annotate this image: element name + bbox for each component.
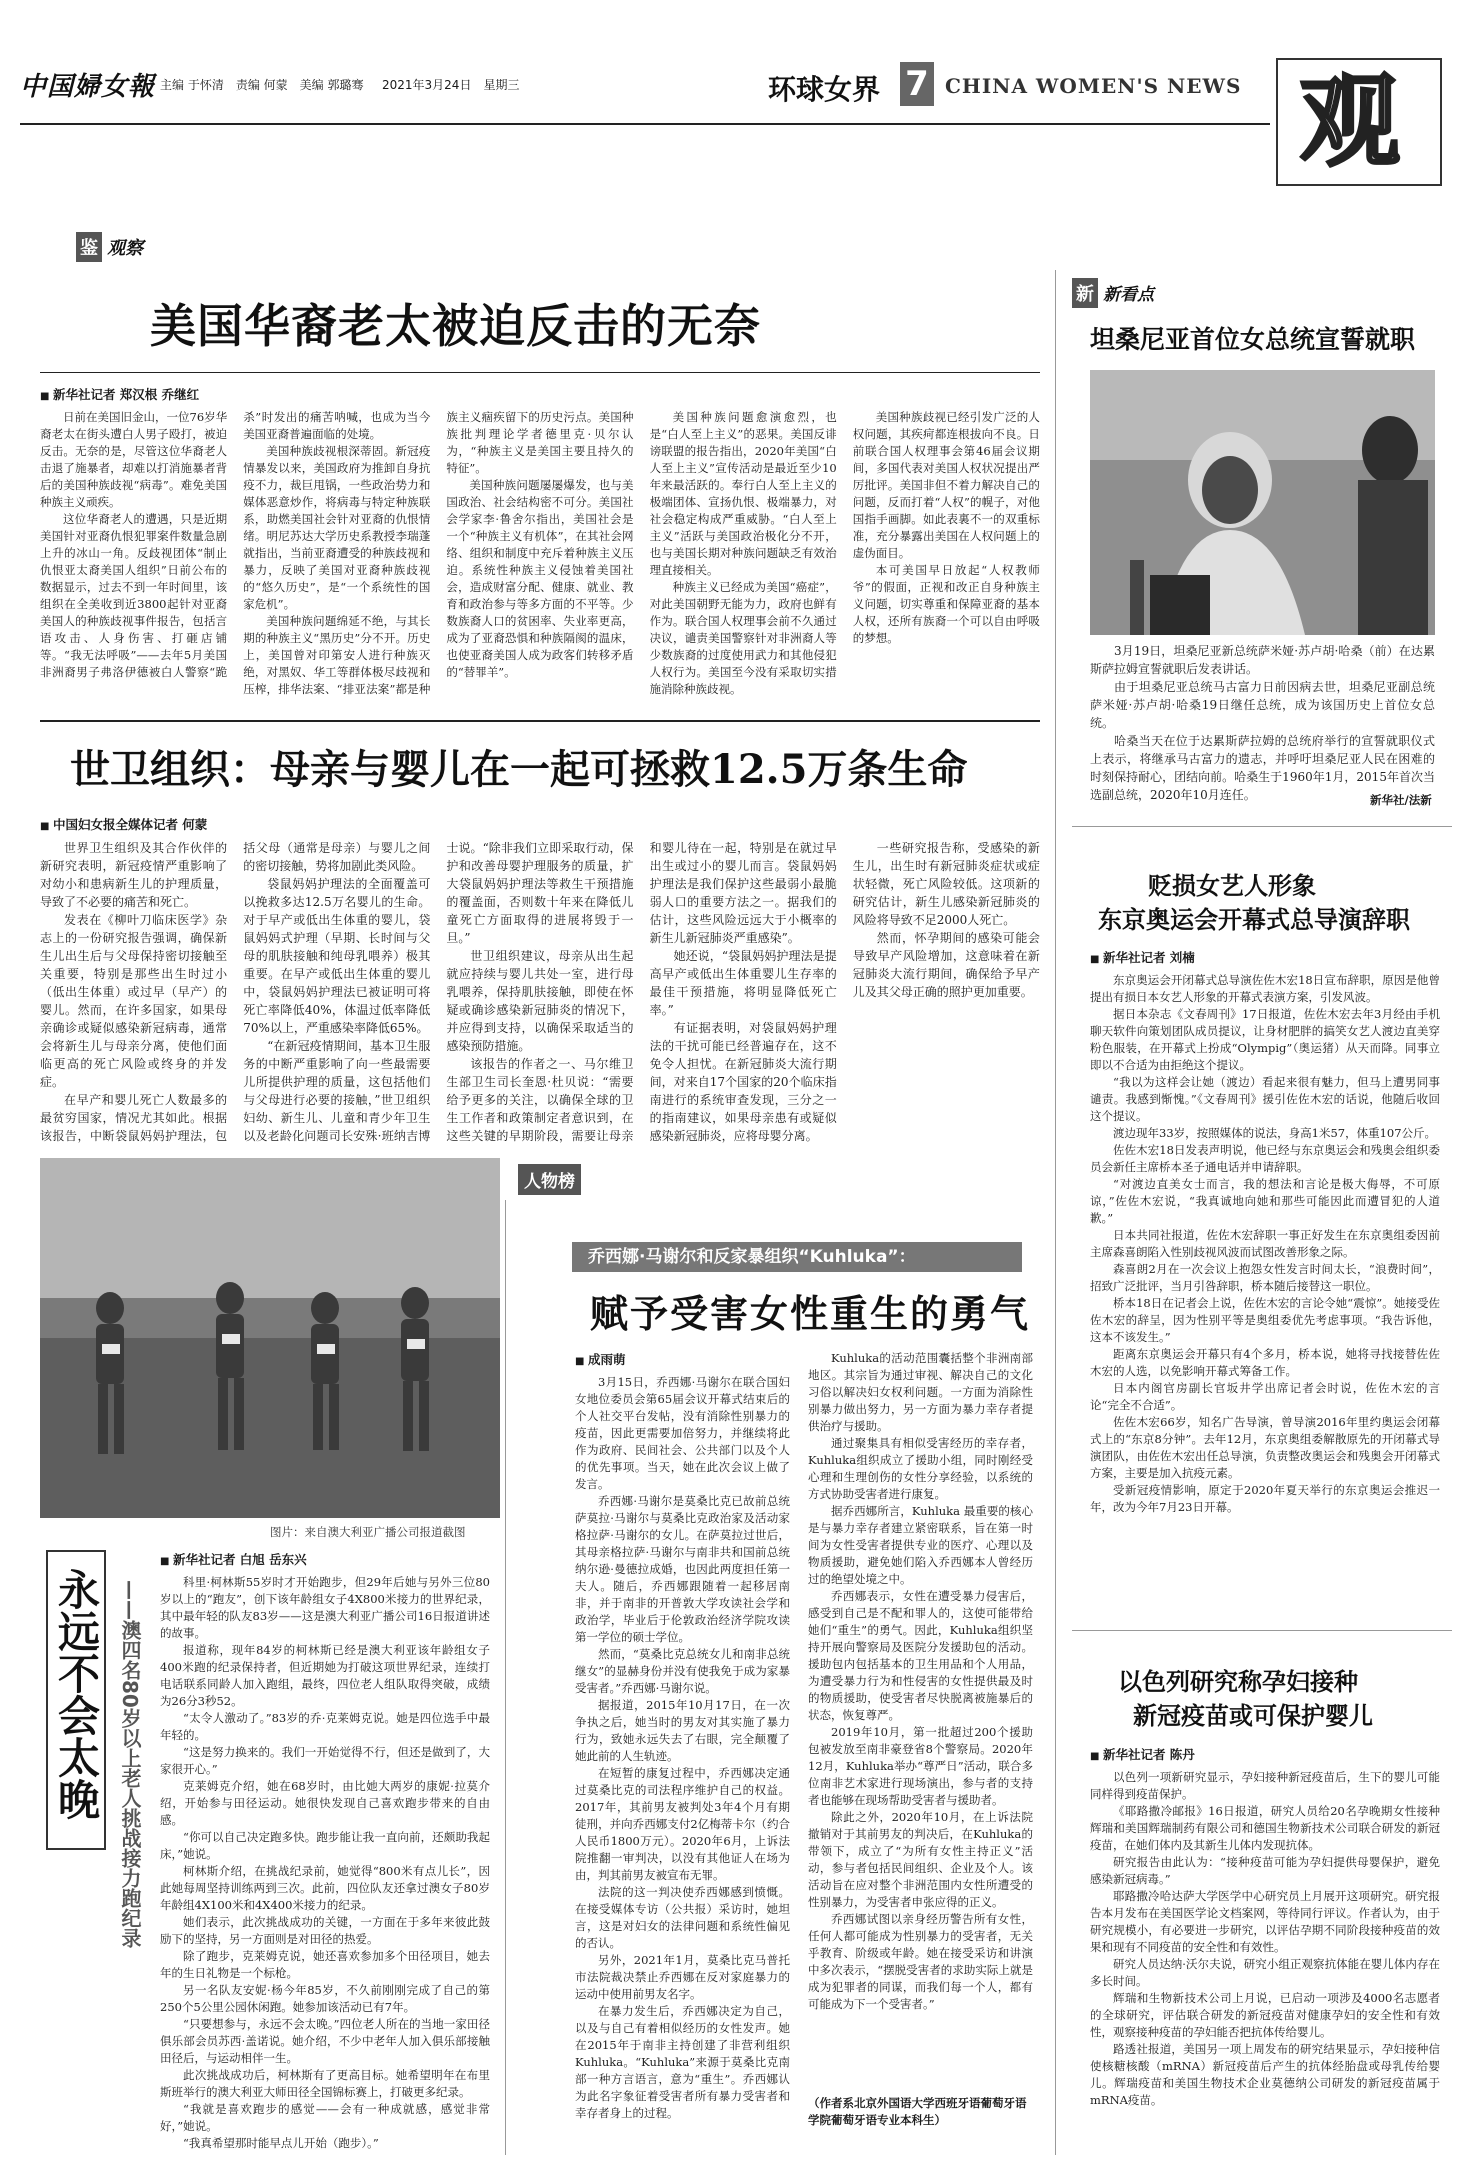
header-rule <box>20 123 1270 125</box>
side3-paragraph: 路透社报道，美国另一项上周发布的研究结果显示，孕妇接种信使核糖核酸（mRNA）新冠疫苗后产生的抗体经胎盘或母乳传给婴儿。辉瑞疫苗和美国生物技术企业莫德纳公司研发的新冠疫苗属于mRNA疫苗。 <box>1090 2042 1440 2107</box>
side2-text <box>1090 972 1440 1517</box>
article1-paragraph: 日前在美国旧金山，一位76岁华裔老太在街头遭白人男子殴打，被迫反击。无奈的是，尽管这位华裔老人击退了施暴者，却难以打消施暴者背后的美国种族歧视“病毒”。难免美国种族主义顽疾。 <box>40 410 228 509</box>
side2-top-rule <box>1072 826 1452 827</box>
section-title: 环球女界 <box>768 73 881 106</box>
side2-byline: ■ 新华社记者 刘楠 <box>1090 948 1440 966</box>
article3-paragraph: 除了跑步，克莱姆克说，她还喜欢参加多个田径项目，她去年的生日礼物是一个标枪。 <box>160 1949 490 1980</box>
article4-paragraph: 另外，2021年1月，莫桑比克马普托市法院裁决禁止乔西娜在反对家庭暴力的运动中使用前男友名字。 <box>575 1953 790 2001</box>
article2-paragraph: 该报告的作者之一、马尔维卫生部卫生司长奎恩·杜贝说：“需要给予更多的关注，以确保全球的卫生工作者和政策制定者意识到，在这些关键的早期阶段，需要让母亲和婴儿待在一起，特别是在就过早出生或过小的婴儿而言。袋鼠妈妈护理法是我们保护这些最弱小最脆弱人口的重要方法之一。据我们的估计，这些风险远远大于小概率的新生儿新冠肺炎严重感染”。 <box>446 841 837 1143</box>
side3-paragraph: 研究人员达纳·沃尔夫说，研究小组正观察抗体能在婴儿体内存在多长时间。 <box>1090 1957 1440 1988</box>
side3-paragraph: 研究报告由此认为：“接种疫苗可能为孕妇提供母婴保护，避免感染新冠病毒。” <box>1090 1855 1440 1886</box>
observation-tag-box: 鉴 <box>76 232 102 262</box>
article4-text-right <box>808 1350 1033 2085</box>
article4-author-note: （作者系北京外国语大学西班牙语葡萄牙语学院葡萄牙语专业本科生） <box>808 2096 1027 2127</box>
article4-paragraph: 法院的这一判决使乔西娜感到愤慨。在接受媒体专访（公共报）采访时，她坦言，这是对妇女的法律问题和系统性偏见的否认。 <box>575 1885 790 1950</box>
article3-paragraph: 此次挑战成功后，柯林斯有了更高目标。她希望明年在布里斯班举行的澳大利亚大师田径全国锦标赛上，打破更多纪录。 <box>160 2068 490 2099</box>
article3-divider <box>505 1200 506 2155</box>
article1-paragraph: 种族主义已经成为美国“癌症”，对此美国朝野无能为力，政府也鲜有作为。联合国人权理事会前不久通过决议，谴责美国警察针对非洲裔人等少数族裔的过度使用武力和其他侵犯人权行为。美国至今没有采取切实措施消除种族歧视。 <box>649 580 837 696</box>
article3-paragraph: 报道称，现年84岁的柯林斯已经是澳大利亚该年龄组女子400米跑的纪录保持者，但近期她为打破这项世界纪录，连续打电话联系同龄人加入跑组，最终，四位老人组队取得突破，成绩为26分3秒52。 <box>160 1643 490 1708</box>
article2-paragraph: “在新冠疫情期间，基本卫生服务的中断严重影响了向一些最需要儿所提供护理的质量，这包括他们与父母进行必要的接触，”世卫组织妇幼、新生儿、儿童和青少年卫生以及老龄化问题司长安殊·班纳吉博士说。“除非我们立即采取行动，保护和改善母婴护理服务的质量，扩大袋鼠妈妈护理法等救生干预措施的覆盖面，否则数十年来在降低儿童死亡方面取得的进展将毁于一旦。” <box>243 841 634 1143</box>
article3-title: 永远不会太晚 <box>52 1568 101 1820</box>
side2-paragraph: 距离东京奥运会开幕只有4个多月，桥本说，她将寻找接替佐佐木宏的人选，以免影响开幕式筹备工作。 <box>1090 1347 1440 1378</box>
article3-paragraph: 柯林斯介绍，在挑战纪录前，她觉得“800米有点儿长”，因此她每周坚持训练两到三次。此前，四位队友还拿过澳女子80岁年龄组4X100米和4X400米接力的纪录。 <box>160 1864 490 1912</box>
article2-top-rule <box>40 720 1040 722</box>
article4-paragraph: 在暴力发生后，乔西娜决定为自己，以及与自己有着相似经历的女性发声。她在2015年于南非主持创建了非营利组织Kuhluka。“Kuhluka”来源于莫桑比克南部一种方言语言，意为“重生”。乔西娜认为此名字象征着受害者所有暴力受害者和幸存者身上的过程。 <box>575 2004 790 2120</box>
president-illustration <box>1090 370 1435 635</box>
article2-paragraph: 袋鼠妈妈护理法的全面覆盖可以挽救多达12.5万名婴儿的生命。对于早产或低出生体重的婴儿，袋鼠妈妈式护理（早期、长时间与父母的肌肤接触和纯母乳喂养）极其重要。在早产或低出生体重的婴儿中，袋鼠妈妈护理法已被证明可将死亡率降低40%，体温过低率降低70%以上，严重感染率降低65%。 <box>243 877 431 1035</box>
article4-byline: ■ 成雨萌 <box>575 1350 790 1368</box>
article1-paragraph: 美国种族歧视已经引发广泛的人权问题，其疾疴都连根拔向不良。日前联合国人权理事会第46届会议期间，多国代表对美国人权状况提出严厉批评。美国非但不着力解决自己的问题，反而打着“人权”的幌子，对他国指手画脚。如此表裏不一的双重标准，充分暴露出美国在人权问题上的虚伪面目。 <box>852 410 1040 560</box>
article3-paragraph: 她们表示，此次挑战成功的关键，一方面在于多年来彼此鼓励下的坚持，另一方面则是对田径的热爱。 <box>160 1915 490 1946</box>
side1-caption-line: 哈桑当天在位于达累斯萨拉姆的总统府举行的宣誓就职仪式上表示，将继承马古富力的遗志，并呼吁坦桑尼亚人民在困难的时刻保持耐心，团结向前。哈桑生于1960年1月，2015年首次当选副总统，2020年10月连任。 <box>1090 734 1435 802</box>
article4-body-right <box>808 1350 1033 2155</box>
article3-paragraph: “我就是喜欢跑步的感觉——会有一种成就感，感觉非常好，”她说。 <box>160 2102 490 2133</box>
article1-byline: ■ 新华社记者 郑汉根 乔继红 <box>40 385 1040 403</box>
article2-paragraph: 世卫组织建议，母亲从出生起就应持续与婴儿共处一室，进行母乳喂养，保持肌肤接触，即使在怀疑或确诊感染新冠肺炎的情况下，并应得到支持，以确保采取适当的感染预防措施。 <box>446 949 634 1053</box>
article2-paragraph: 世界卫生组织及其合作伙伴的新研究表明，新冠疫情严重影响了对幼小和患病新生儿的护理质量，导致了不必要的痛苦和死亡。 <box>40 841 228 909</box>
masthead-logo: 中国婦女報 <box>20 72 156 102</box>
article2-paragraph: 她还说，“袋鼠妈妈护理法是提高早产或低出生体重婴儿生存率的最佳干预措施，将明显降低死亡率。” <box>649 949 837 1017</box>
profile-tag-label: 人物榜 <box>518 1164 581 1195</box>
article4-paragraph: 除此之外，2020年10月，在上诉法院撤销对于其前男友的判决后，在Kuhluka的带领下，成立了“为所有女性主持正义”活动，参与者包括民间组织、企业及个人。该活动旨在应对整个非洲范围内女性所遭受的性别暴力，为受害者申张应得的正义。 <box>808 1810 1033 1909</box>
article3-paragraph: “太令人激动了。”83岁的乔·克莱姆克说。她是四位选手中最年轻的。 <box>160 1711 490 1742</box>
side2-body <box>1090 948 1440 1523</box>
article4-paragraph: 然而，“莫桑比克总统女儿和南非总统继女”的显赫身份并没有使我免于成为家暴受害者。”乔西娜·马谢尔说。 <box>575 1647 790 1695</box>
side3-text <box>1090 1769 1440 2151</box>
article3-paragraph: “我真希望那时能早点儿开始（跑步）。” <box>183 2136 379 2150</box>
article4-kicker: 乔西娜·马谢尔和反家暴组织“Kuhluka”： <box>572 1242 1022 1272</box>
article2-byline: ■ 中国妇女报全媒体记者 何蒙 <box>40 815 1040 833</box>
article3-paragraph: “只要想参与，永远不会太晚。”四位老人所在的当地一家田径俱乐部会员苏西·盖诺说。她介绍，不少中老年人加入俱乐部接触田径后，与运动相伴一生。 <box>160 2017 490 2065</box>
article1-body <box>40 385 1040 710</box>
runners-photo <box>40 1158 500 1518</box>
president-photo <box>1090 370 1435 635</box>
article3-subtitle: ——澳四名80岁以上老人挑战接力跑纪录 <box>118 1580 142 1948</box>
profile-tag <box>518 1164 581 1195</box>
article2-paragraph: 发表在《柳叶刀临床医学》杂志上的一份研究报告强调，确保新生儿出生后与父母保持密切接触至关重要，特别是那些出生时过小（低出生体重）或过早（早产）的婴儿。然而，在许多国家，如果母亲确诊或疑似感染新冠病毒，通常会将新生儿与母亲分离，使他们面临更高的死亡风险或终身的并发症。 <box>40 913 228 1089</box>
article3-title-box <box>46 1550 106 1850</box>
article3-body <box>160 1550 490 2155</box>
article1-paragraph: 美国种族歧视根深蒂固。新冠疫情暴发以来，美国政府为推卸自身抗疫不力，裁巨甩锅，一些政治势力和媒体恶意炒作，将病毒与特定种族联系，助燃美国社会针对亚裔的仇恨情绪。明尼苏达大学历史系教授李瑞蓬就指出，当前亚裔遭受的种族歧视和暴力，反映了美国对亚裔种族歧视的“悠久历史”，是“一个系统性的国家危机”。 <box>243 444 431 611</box>
side3-title-line2: 新冠疫苗或可保护婴儿 <box>1133 1701 1373 1730</box>
article4-paragraph: 乔西娜试图以亲身经历警告所有女性，任何人都可能成为性别暴力的受害者，无关乎教育、阶级或年龄。她在接受采访和讲演中多次表示，“摆脱受害者的求助实际上就是成为犯罪者的同谋，而我们每一个人，都有可能成为下一个受害者。” <box>808 1912 1033 2011</box>
side2-paragraph: 受新冠疫情影响，原定于2020年夏天举行的东京奥运会推迟一年，改为今年7月23日开幕。 <box>1090 1483 1440 1514</box>
english-title: CHINA WOMEN'S NEWS <box>945 74 1242 98</box>
article4-text-left <box>575 1374 790 2144</box>
side2-paragraph: “我以为这样会让她（渡边）看起来很有魅力，但马上遭男同事谴责。我感到惭愧。”《文春周刊》援引佐佐木宏的话说，他随后收回这个提议。 <box>1090 1075 1440 1123</box>
side2-paragraph: 桥本18日在记者会上说，佐佐木宏的言论令她“震惊”。她接受佐佐木宏的辞呈，因为性别平等是奥组委优先考虑事项。“我告诉他，这本不该发生。” <box>1090 1296 1440 1344</box>
side1-credit: 新华社/法新 <box>1370 793 1432 807</box>
observation-tag-label: 观察 <box>107 238 144 259</box>
side2-paragraph: 东京奥运会开闭幕式总导演佐佐木宏18日宣布辞职，原因是他曾提出有损日本女艺人形象的开幕式表演方案，引发风波。 <box>1090 973 1440 1004</box>
article4-paragraph: Kuhluka的活动范围囊括整个非洲南部地区。其宗旨为通过审视、解决自己的文化习俗以解决妇女权利问题。一方面为消除性别暴力做出努力，另一方面为暴力幸存者提供治疗与援助。 <box>808 1351 1033 1433</box>
article2-paragraph: 一些研究报告称，受感染的新生儿，出生时有新冠肺炎症状或症状轻微，死亡风险较低。这项新的研究估计，新生儿感染新冠肺炎的风险将导致不足2000人死亡。 <box>852 841 1040 927</box>
section-glyph: 观 <box>1300 62 1400 180</box>
observation-tag <box>76 232 143 262</box>
side1-caption <box>1090 642 1435 804</box>
side3-body <box>1090 1745 1440 2155</box>
news-point-tag-box: 新 <box>1072 278 1098 308</box>
article1-paragraph: 这位华裔老人的遭遇，只是近期美国针对亚裔仇恨犯罪案件数量急剧上升的冰山一角。反歧视团体“制止仇恨亚太裔美国人组织”日前公布的数据显示，过去不到一年时间里，该组织在全美收到近3800起针对亚裔美国人的种族歧视事件报告，包括言语攻击、人身伤害、打砸店铺等。“我无法呼吸”——去年5月美国非洲裔男子弗洛伊德被白人警察“跪杀”时发出的痛苦呐喊，也成为当今美国亚裔普遍面临的处境。 <box>40 410 431 679</box>
side2-title-line2: 东京奥运会开幕式总导演辞职 <box>1098 905 1410 934</box>
article2-body <box>40 815 1040 1155</box>
article4-paragraph: 乔西娜·马谢尔是莫桑比克已故前总统萨莫拉·马谢尔与莫桑比克政治家及活动家格拉萨·马谢尔的女儿。在萨莫拉过世后，其母亲格拉萨·马谢尔与南非共和国前总统纳尔逊·曼德拉成婚，也因此两度担任第一夫人。随后，乔西娜跟随着一起移居南非，并于南非的开普敦大学攻读社会学和政治学，毕业后于伦敦政治经济学院攻读第一学位的硕士学位。 <box>575 1494 790 1644</box>
side2-paragraph: 森喜朗2月在一次会议上抱怨女性发言时间太长，“浪费时间”，招致广泛批评，当月引咎辞职，桥本随后接替这一职位。 <box>1090 1262 1440 1293</box>
side2-paragraph: “对渡边直美女士而言，我的想法和言论是极大侮辱，不可原谅，”佐佐木宏说，“我真诚地向她和那些可能因此而遭冒犯的人道歉。” <box>1090 1177 1440 1225</box>
side3-title-line1: 以色列研究称孕妇接种 <box>1118 1667 1358 1696</box>
side2-paragraph: 佐佐木宏66岁，知名广告导演，曾导演2016年里约奥运会闭幕式上的“东京8分钟”。去年12月，东京奥组委解散原先的开闭幕式导演团队，由佐佐木宏出任总导演，负责整改奥运会和残奥会开闭幕式方案，主要是加入抗疫元素。 <box>1090 1415 1440 1480</box>
side1-caption-line: 由于坦桑尼亚总统马古富力日前因病去世，坦桑尼亚副总统萨米娅·苏卢胡·哈桑19日继任总统，成为该国历史上首位女总统。 <box>1090 680 1435 730</box>
article4-paragraph: 2019年10月，第一批超过200个援助包被发放至南非豪登省8个警察局。2020年12月，Kuhluka举办“尊严日”活动，联合多位南非艺术家进行现场演出，参与者的支持者也能够在现场帮助受害者与援助者。 <box>808 1725 1033 1807</box>
article1-paragraph: 美国种族问题屡屡爆发，也与美国政治、社会结构密不可分。美国社会学家李·鲁舍尔指出，美国社会是一个“种族主义有机体”，在其社会网络、组织和制度中充斥着种族主义压迫。系统性种族主义侵蚀着美国社会，造成财富分配、健康、就业、教育和政治参与等多方面的不平等。少数族裔人口的贫困率、失业率更高，成为了亚裔恐惧和种族隔阂的温床，也使亚裔美国人成为政客们转移矛盾的“替罪羊”。 <box>446 478 634 679</box>
sidebar-divider <box>1055 270 1056 2155</box>
article2-title: 世卫组织：母亲与婴儿在一起可拯救12.5万条生命 <box>70 746 968 793</box>
issue-date: 2021年3月24日 星期三 <box>382 78 520 92</box>
runners-illustration <box>40 1158 500 1518</box>
news-point-tag <box>1072 278 1154 308</box>
article1-paragraph: 美国种族问题愈演愈烈，也是“白人至上主义”的恶果。美国反诽谤联盟的报告指出，2020年美国“白人至上主义”宣传活动是最近至少10年来最活跃的。奉行白人至上主义的极端团体、宣扬仇恨、极端暴力，对社会稳定构成严重威胁。“白人至上主义”活跃与美国政治极化分不开，也与美国长期对种族问题缺乏有效治理直接相关。 <box>649 410 837 577</box>
side2-paragraph: 据日本杂志《文春周刊》17日报道，佐佐木宏去年3月经由手机聊天软件向策划团队成员提议，让身材肥胖的搞笑女艺人渡边直美穿粉色服装，在开幕式上扮成“Olympig”（奥运猪）从天而降。同事立即以不合适为由拒绝这个提议。 <box>1090 1007 1440 1072</box>
side3-paragraph: 辉瑞和生物新技术公司上月说，已启动一项涉及4000名志愿者的全球研究，评估联合研发的新冠疫苗对健康孕妇的安全性和有效性，观察接种疫苗的孕妇能否把抗体传给婴儿。 <box>1090 1991 1440 2039</box>
article2-paragraph: 在早产和婴儿死亡人数最多的最贫穷国家，情况尤其如此。根据该报告，中断袋鼠妈妈护理法，包括父母（通常是母亲）与婴儿之间的密切接触，势将加剧此类风险。 <box>40 841 431 1143</box>
article4-paragraph: 3月15日，乔西娜·马谢尔在联合国妇女地位委员会第65届会议开幕式结束后的个人社交平台发帖，没有消除性别暴力的疫苗，因此更需要加倍努力，并继续将此作为政府、民间社会、公共部门以及个人的优先事项。当天，她在此次会议上做了发言。 <box>575 1375 790 1491</box>
article2-paragraph: 然而，怀孕期间的感染可能会导致早产风险增加，这意味着在新冠肺炎大流行期间，确保给予早产儿及其父母正确的照护更加重要。 <box>852 931 1040 999</box>
article3-paragraph: 科里·柯林斯55岁时才开始跑步，但29年后她与另外三位80岁以上的“跑友”，创下该年龄组女子4X800米接力的世界纪录，其中最年轻的队友83岁——这是澳大利亚广播公司16日报道讲述的故事。 <box>160 1575 490 1640</box>
article3-paragraph: 另一名队友安妮·杨今年85岁，不久前刚刚完成了自己的第250个5公里公园休闲跑。她参加该活动已有7年。 <box>160 1983 490 2014</box>
runners-photo-caption: 图片：来自澳大利亚广播公司报道截图 <box>270 1525 466 1539</box>
article4-paragraph: 在短暂的康复过程中，乔西娜决定通过莫桑比克的司法程序维护自己的权益。2017年，其前男友被判处3年4个月有期徒刑，并向乔西娜支付2亿梅蒂卡尔（约合人民币1800万元）。2020年6月，上诉法院推翻一审判决，以没有其他证人在场为由，判其前男友被宣布无罪。 <box>575 1766 790 1882</box>
article1-title-rule <box>40 372 1040 373</box>
article2-text <box>40 839 1040 1154</box>
side2-title-line1: 贬损女艺人形象 <box>1148 871 1316 900</box>
article3-text <box>160 1574 490 2154</box>
article3-paragraph: “你可以自己决定跑多快。跑步能让我一直向前，还颇助我起床，”她说。 <box>160 1830 490 1861</box>
article1-paragraph: 美国种族问题绵延不绝，与其长期的种族主义“黑历史”分不开。历史上，美国曾对印第安人进行种族灭绝，对黑奴、华工等群体极尽歧视和压榨，排华法案、“排亚法案”都是种族主义痼疾留下的历史污点。美国种族批判理论学者德里克·贝尔认为，“种族主义是美国主要且持久的特征”。 <box>243 410 634 696</box>
editors-line: 主编 于怀清 责编 何蒙 美编 郭璐骞 <box>160 78 364 92</box>
article1-title: 美国华裔老太被迫反击的无奈 <box>150 299 761 353</box>
side3-paragraph: 以色列一项新研究显示，孕妇接种新冠疫苗后，生下的婴儿可能同样得到疫苗保护。 <box>1090 1770 1440 1801</box>
side3-paragraph: 耶路撒冷哈达萨大学医学中心研究员上月展开这项研究。研究报告本月发布在美国医学论文档案网，等待同行评议。作者认为，由于研究规模小，有必要进一步研究，以评估孕期不同阶段接种疫苗的效果和现有不同疫苗的安全性和有效性。 <box>1090 1889 1440 1954</box>
article4-title: 赋予受害女性重生的勇气 <box>590 1291 1031 1336</box>
article3-paragraph: 克莱姆克介绍，她在68岁时，由比她大两岁的康妮·拉莫介绍，开始参与田径运动。她很快发现自己喜欢跑步带来的自由感。 <box>160 1779 490 1827</box>
masthead-bar <box>20 62 1460 112</box>
article1-text <box>40 409 1040 709</box>
section-glyph-box <box>1276 58 1442 186</box>
side3-top-rule <box>1072 1630 1452 1631</box>
article3-paragraph: “这是努力换来的。我们一开始觉得不行，但还是做到了，大家很开心。” <box>160 1745 490 1776</box>
side2-paragraph: 日本共同社报道，佐佐木宏辞职一事正好发生在东京奥组委因前主席森喜朗陷入性别歧视风波而试图改善形象之际。 <box>1090 1228 1440 1259</box>
side2-paragraph: 渡边现年33岁，按照媒体的说法，身高1米57，体重107公斤。 <box>1113 1126 1437 1140</box>
article4-paragraph: 乔西娜表示，女性在遭受暴力侵害后，感受到自己是不配和罪人的，这使可能带给她们“重生”的勇气。因此，Kuhluka组织坚持开展向警察局及医院分发援助包的活动。援助包内包括基本的卫生用品和个人用品，为遭受暴力行为和性侵害的女性提供最及时的物质援助，使受害者尽快脱离被施暴后的状态，恢复尊严。 <box>808 1589 1033 1722</box>
side3-paragraph: 《耶路撒冷邮报》16日报道，研究人员给20名孕晚期女性接种辉瑞和美国辉瑞制药有限公司和德国生物新技术公司联合研发的新冠疫苗，在她们体内及其新生儿体内发现抗体。 <box>1090 1804 1440 1852</box>
article4-paragraph: 据乔西娜所言，Kuhluka 最重要的核心是与暴力幸存者建立紧密联系，旨在第一时间为女性受害者提供专业的医疗、心理以及物质援助，避免她们陷入乔西娜本人曾经历过的绝望处境之中。 <box>808 1504 1033 1586</box>
article3-byline: ■ 新华社记者 白旭 岳东兴 <box>160 1550 490 1568</box>
side3-byline: ■ 新华社记者 陈丹 <box>1090 1745 1440 1763</box>
side2-paragraph: 日本内阁官房副长官坂井学出席记者会时说，佐佐木宏的言论“完全不合适”。 <box>1090 1381 1440 1412</box>
side1-title: 坦桑尼亚首位女总统宣誓就职 <box>1090 325 1416 354</box>
article4-body-left <box>575 1350 790 2150</box>
side1-caption-line: 3月19日，坦桑尼亚新总统萨米娅·苏卢胡·哈桑（前）在达累斯萨拉姆宣誓就职后发表讲话。 <box>1090 644 1435 676</box>
article4-paragraph: 据报道，2015年10月17日，在一次争执之后，她当时的男友对其实施了暴力行为，致她永远失去了右眼，完全颠覆了她此前的人生轨迹。 <box>575 1698 790 1763</box>
article4-paragraph: 通过聚集具有相似受害经历的幸存者，Kuhluka组织成立了援助小组，同时刚经受心理和生理创伤的女性分享经验，以系统的方式协助受害者进行康复。 <box>808 1436 1033 1501</box>
news-point-tag-label: 新看点 <box>1103 285 1155 305</box>
side2-paragraph: 佐佐木宏18日发表声明说，他已经与东京奥运会和残奥会组织委员会新任主席桥本圣子通电话并申请辞职。 <box>1090 1143 1440 1174</box>
page-number: 7 <box>900 62 934 106</box>
article1-paragraph: 本可美国早日放起“人权教师爷”的假面，正视和改正自身种族主义问题，切实尊重和保障亚裔的基本人权，还所有族裔一个可以自由呼吸的梦想。 <box>852 563 1040 645</box>
article2-paragraph: 有证据表明，对袋鼠妈妈护理法的干扰可能已经普遍存在，这不免令人担忧。在新冠肺炎大流行期间，对来自17个国家的20个临床指南进行的系统审查发现，三分之一的指南建议，如果母亲患有或疑似感染新冠肺炎，应将母婴分离。 <box>649 1021 837 1143</box>
